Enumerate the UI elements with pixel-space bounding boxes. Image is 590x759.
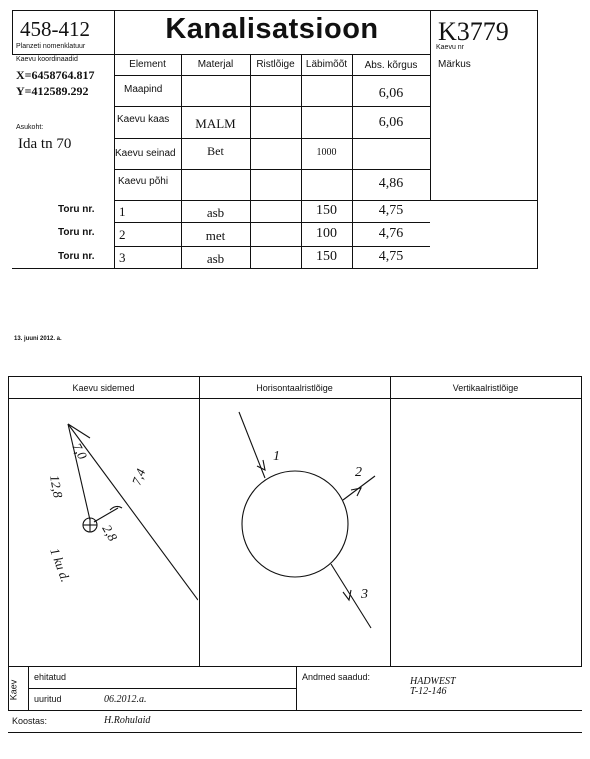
pipe-number-label: 3 xyxy=(361,587,368,602)
author-label: Koostas: xyxy=(12,716,48,726)
well-id: K3779 xyxy=(438,17,509,46)
row-height: 6,06 xyxy=(378,86,404,101)
pipe-number-label: 2 xyxy=(355,465,362,480)
document-date: 13. juuni 2012. a. xyxy=(14,336,62,342)
data-source-value: HADWEST xyxy=(410,676,456,687)
pipe-diameter: 150 xyxy=(316,203,337,218)
well-id-caption: Kaevu nr xyxy=(436,44,465,51)
tie-line xyxy=(94,508,118,522)
col-header-diameter: Läbimõõt xyxy=(305,59,348,70)
col-header-material: Materjal xyxy=(197,59,234,70)
sketch-header-ties: Kaevu sidemed xyxy=(72,383,135,393)
surveyed-value: 06.2012.a. xyxy=(104,694,147,705)
built-label: ehitatud xyxy=(34,672,67,682)
pipe-height: 4,75 xyxy=(378,249,404,264)
sheet-number: 458-412 xyxy=(20,17,90,41)
pipe-diameter: 100 xyxy=(316,226,337,241)
coord-y: Y=412589.292 xyxy=(16,84,89,98)
tie-label: 12,8 xyxy=(47,473,66,499)
col-header-cross: Ristlõige xyxy=(256,59,295,70)
flow-arrow xyxy=(351,488,361,496)
row-material: MALM xyxy=(195,116,236,131)
row-diameter: 1000 xyxy=(316,147,337,158)
pipe-label: Toru nr. xyxy=(58,251,95,262)
location-value: Ida tn 70 xyxy=(18,136,72,152)
horizontal-section-sketch xyxy=(201,400,389,664)
col-header-height: Abs. kõrgus xyxy=(364,60,418,71)
author-value: H.Rohulaid xyxy=(104,715,151,726)
well-outline xyxy=(242,471,348,577)
tie-label: 7,0 xyxy=(69,440,91,462)
tie-label: 2,8 xyxy=(99,522,121,544)
location-label: Asukoht: xyxy=(16,124,44,131)
sketch-header-horizontal: Horisontaalristlõige xyxy=(256,383,333,393)
row-height: 6,06 xyxy=(378,115,404,130)
col-header-element: Element xyxy=(129,59,166,70)
row-element: Kaevu seinad xyxy=(115,148,176,159)
pipe-number: 1 xyxy=(119,204,126,219)
pipe-height: 4,75 xyxy=(378,203,404,218)
data-source-code: T-12-146 xyxy=(410,686,447,697)
sheet-caption: Planzeti nomenklatuur xyxy=(16,43,86,50)
pipe-diameter: 150 xyxy=(316,249,337,264)
pipe-material: asb xyxy=(206,251,225,266)
tie-label: 7,4 xyxy=(128,466,149,488)
page-title: Kanalisatsioon xyxy=(165,13,379,45)
surveyed-label: uuritud xyxy=(34,694,62,704)
pipe-material: asb xyxy=(206,205,225,220)
pipe-number: 2 xyxy=(119,227,126,242)
pipe-label: Toru nr. xyxy=(58,204,95,215)
sketch-header-vertical: Vertikaalristlõige xyxy=(452,383,519,393)
tie-label: 1 ku d. xyxy=(47,545,74,584)
pipe-label: Toru nr. xyxy=(58,227,95,238)
ties-sketch xyxy=(10,400,198,664)
coord-x: X=6458764.817 xyxy=(16,68,95,82)
row-element: Maapind xyxy=(124,84,163,95)
data-source-label: Andmed saadud: xyxy=(302,672,371,682)
pipe-number-label: 1 xyxy=(273,449,280,464)
row-element: Kaevu kaas xyxy=(117,114,170,125)
coords-caption: Kaevu koordinaadid xyxy=(16,56,78,63)
pipe-height: 4,76 xyxy=(378,226,404,241)
tie-line xyxy=(68,424,90,438)
pipe-number: 3 xyxy=(119,250,126,265)
pipe-material: met xyxy=(205,228,226,243)
flow-arrow xyxy=(343,590,351,600)
row-height: 4,86 xyxy=(378,176,404,191)
row-element: Kaevu põhi xyxy=(118,176,169,187)
row-material: Bet xyxy=(207,144,224,158)
kaev-label: Kaev xyxy=(8,679,19,701)
col-header-remark: Märkus xyxy=(438,59,471,70)
